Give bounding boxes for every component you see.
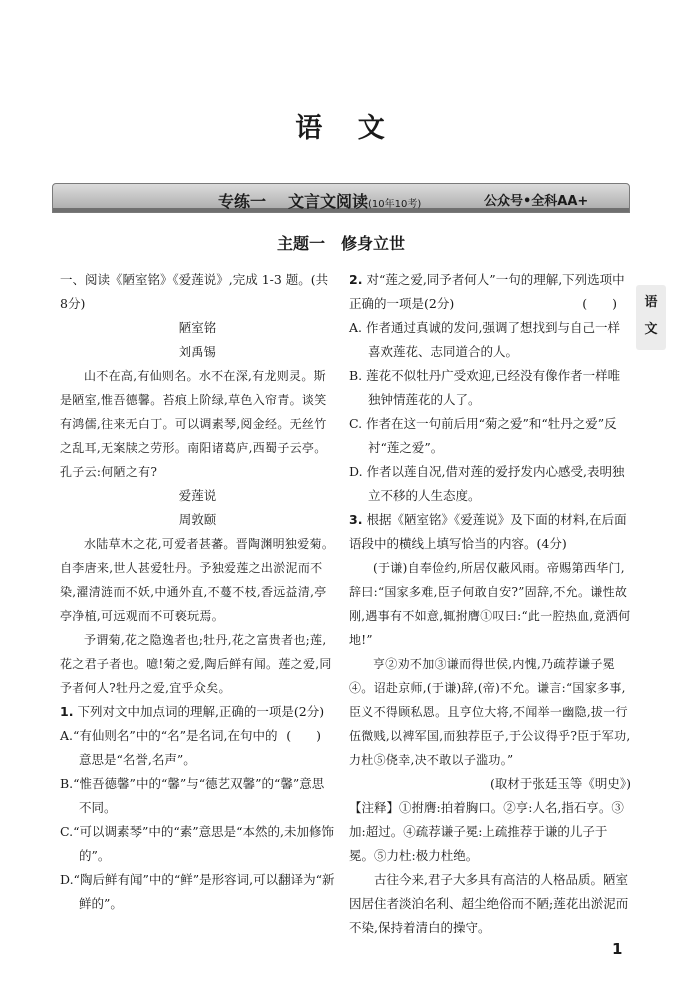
answer-bracket-2: ( ) — [582, 296, 617, 311]
banner-title-part-a: 专练一 — [218, 192, 267, 211]
q2-option-d: D. 作者以莲自况,借对莲的爱抒发内心感受,表明独立不移的人生态度。 — [349, 464, 625, 503]
left-column — [60, 268, 335, 916]
banner-count: (10年10考) — [368, 199, 422, 210]
topic-label: 主题一 — [276, 234, 325, 253]
material-paragraph-2: 亨②劝不加③谦而得世侯,内愧,乃疏荐谦子冕④。诏赴京师,(于谦)辞,(帝)不允。谦言:“国家多事,臣义不得顾私恩。且亨位大将,不闻举一幽隐,拔一行伍微贱,以裨军国,而独荐臣子,于公议得乎?臣于军功,力杜⑤侥幸,决不敢以子滥功。” — [349, 657, 631, 767]
q1-option-c: C.“可以调素琴”中的“素”意思是“本然的,未加修饰的”。 — [60, 824, 335, 863]
annotation-notes: 【注释】①拊膺:拍着胸口。②亨:人名,指石亨。③加:超过。④疏荐谦子冕:上疏推荐于谦的儿子于冕。⑤力杜:极力杜绝。 — [349, 800, 624, 863]
question-3-number: 3. — [349, 512, 363, 527]
q2-option-c: C. 作者在这一句前后用“菊之爱”和“牡丹之爱”反衬“莲之爱”。 — [349, 416, 617, 455]
subject-side-tab — [636, 285, 666, 350]
essay-paragraph-1: 水陆草木之花,可爱者甚蕃。晋陶渊明独爱菊。自李唐来,世人甚爱牡丹。予独爱莲之出淤泥而不染,濯清涟而不妖,中通外直,不蔓不枝,香远益清,亭亭净植,可远观而不可亵玩焉。 — [60, 537, 335, 623]
question-3 — [349, 508, 631, 556]
side-tab-char-2: 文 — [644, 322, 658, 337]
side-tab-char-1: 语 — [644, 295, 658, 310]
q1-option-b: B.“惟吾德馨”中的“馨”与“德艺双馨”的“馨”意思不同。 — [60, 776, 325, 815]
answer-bracket-1: ( ) — [286, 728, 321, 743]
right-column — [349, 268, 631, 940]
poem-title-2: 爱莲说 — [178, 488, 217, 503]
page-number: 1 — [612, 940, 623, 958]
closing-paragraph: 古往今来,君子大多具有高洁的人格品质。陋室因居住者淡泊名利、超尘绝俗而不陋;莲花出淤泥而不染,保持着清白的操守。 — [349, 872, 629, 935]
question-2-number: 2. — [349, 272, 363, 287]
banner-title-part-b: 文言文阅读 — [288, 192, 369, 211]
page-title: 语 文 — [295, 113, 387, 144]
material-source: (取材于张廷玉等《明史》) — [489, 776, 631, 791]
question-1-number: 1. — [60, 704, 74, 719]
question-1 — [60, 700, 335, 743]
q2-option-b: B. 莲花不似牡丹广受欢迎,已经没有像作者一样唯独钟情莲花的人了。 — [349, 368, 621, 407]
question-1-stem: 下列对文中加点词的理解,正确的一项是(2分) — [77, 704, 325, 719]
q2-option-a: A. 作者通过真诚的发问,强调了想找到与自己一样喜欢莲花、志同道合的人。 — [349, 320, 620, 359]
question-2 — [349, 268, 631, 316]
q1-option-a: A.“有仙则名”中的“名”是名词,在句中的意思是“名誉,名声”。 — [60, 728, 278, 767]
poem-author-2: 周敦颐 — [178, 512, 217, 527]
poem-title-1: 陋室铭 — [178, 320, 217, 335]
q1-option-d: D.“陶后鲜有闻”中的“鲜”是形容词,可以翻译为“新鲜的”。 — [60, 872, 335, 911]
topic-title: 修身立世 — [341, 234, 406, 253]
banner-title — [218, 189, 421, 212]
material-paragraph-1: (于谦)自奉俭约,所居仅蔽风雨。帝赐第西华门,辞曰:“国家多难,臣子何敢自安?”固辞,不允。谦性故刚,遇事有不如意,辄拊膺①叹曰:“此一腔热血,竟洒何地!” — [349, 561, 631, 647]
question-3-stem: 根据《陋室铭》《爱莲说》及下面的材料,在后面语段中的横线上填写恰当的内容。(4分) — [349, 512, 627, 551]
section-banner — [52, 183, 630, 213]
question-2-stem: 对“莲之爱,同予者何人”一句的理解,下列选项中正确的一项是(2分) — [349, 272, 625, 311]
question-intro: 一、阅读《陋室铭》《爱莲说》,完成 1-3 题。(共 8分) — [60, 272, 329, 311]
poem-text-1: 山不在高,有仙则名。水不在深,有龙则灵。斯是陋室,惟吾德馨。苔痕上阶绿,草色入帘青。谈笑有鸿儒,往来无白丁。可以调素琴,阅金经。无丝竹之乱耳,无案牍之劳形。南阳诸葛庐,西蜀子云亭。孔子云:何陋之有? — [60, 369, 327, 479]
topic-heading — [0, 231, 682, 254]
banner-tag: 公众号•全科AA+ — [484, 194, 589, 209]
poem-author-1: 刘禹锡 — [179, 345, 216, 359]
essay-paragraph-2: 予谓菊,花之隐逸者也;牡丹,花之富贵者也;莲,花之君子者也。噫!菊之爱,陶后鲜有闻。莲之爱,同予者何人?牡丹之爱,宜乎众矣。 — [60, 633, 332, 695]
